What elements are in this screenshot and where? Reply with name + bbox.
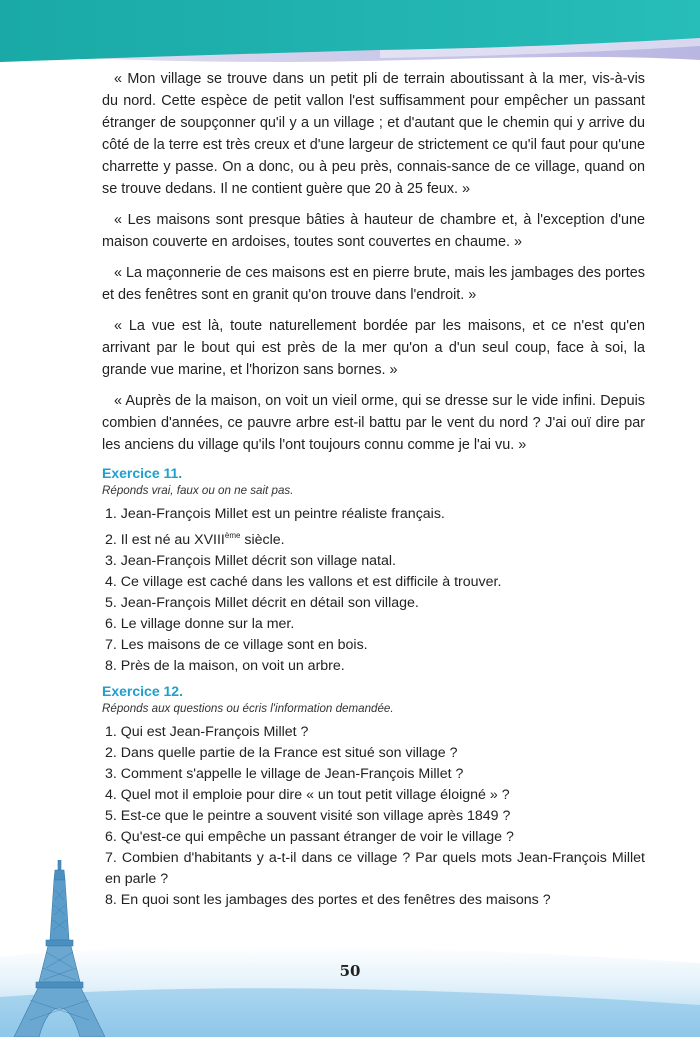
- list-item: 1. Jean-François Millet est un peintre réaliste français.: [105, 506, 445, 522]
- list-item: 4. Ce village est caché dans les vallons et est difficile à trouver.: [105, 574, 502, 590]
- list-item: 7. Les maisons de ce village sont en bois.: [105, 637, 368, 653]
- list-item: 8. Près de la maison, on voit un arbre.: [105, 658, 345, 674]
- list-item: 3. Comment s'appelle le village de Jean-François Millet ?: [105, 766, 464, 782]
- quote-paragraph: « La vue est là, toute naturellement bordée par les maisons, et ce n'est qu'en arrivant par le bout qui est près de la mer qu'on a d'un seul coup, face à soi, la grande vue marine, et l'horizon sans bornes. »: [102, 318, 645, 378]
- exercise-11-instruction: Réponds vrai, faux ou on ne sait pas.: [102, 484, 294, 497]
- exercise-12-title: Exercice 12.: [102, 683, 183, 699]
- exercise-11-list: [102, 504, 645, 677]
- exercise-12-list: [102, 722, 645, 911]
- quote-paragraph: « Mon village se trouve dans un petit pli de terrain aboutissant à la mer, vis-à-vis du nord. Cette espèce de petit vallon l'est suffisamment pour empêcher un passant étranger de soupçonner qu'il y a un village ; et d'autant que le chemin qui y arrive du côté de la terre est très creux et d'une largeur de strictement ce qu'il faut pour qu'une charrette y passe. On a donc, ou à peu près, connais-sance de ce village, quand on se trouve dedans. Il ne contient guère que 20 à 25 feux. »: [102, 71, 645, 197]
- exercise-12-instruction: Réponds aux questions ou écris l'information demandée.: [102, 702, 394, 715]
- list-item: 2. Dans quelle partie de la France est situé son village ?: [105, 745, 458, 761]
- list-item: 6. Qu'est-ce qui empêche un passant étranger de voir le village ?: [105, 829, 514, 845]
- page-content: [102, 68, 645, 915]
- superscript: ème: [224, 531, 241, 540]
- list-item: 8. En quoi sont les jambages des portes et des fenêtres des maisons ?: [105, 892, 551, 908]
- list-item: 4. Quel mot il emploie pour dire « un tout petit village éloigné » ?: [105, 787, 510, 803]
- list-item: 7. Combien d'habitants y a-t-il dans ce village ? Par quels mots Jean-François Millet en parle ?: [105, 850, 645, 887]
- list-item: 5. Jean-François Millet décrit en détail son village.: [105, 595, 419, 611]
- list-item: 1. Qui est Jean-François Millet ?: [105, 724, 309, 740]
- exercise-11-title: Exercice 11.: [102, 465, 183, 481]
- page-number: 50: [339, 962, 361, 980]
- list-item: 3. Jean-François Millet décrit son village natal.: [105, 553, 396, 569]
- list-item: 5. Est-ce que le peintre a souvent visité son village après 1849 ?: [105, 808, 511, 824]
- list-item: [102, 525, 645, 551]
- item-text: siècle.: [240, 532, 285, 548]
- list-item: 6. Le village donne sur la mer.: [105, 616, 295, 632]
- item-text: 2. Il est né au XVIII: [105, 532, 225, 548]
- quote-paragraph: « Auprès de la maison, on voit un vieil orme, qui se dresse sur le vide infini. Depuis combien d'années, ce pauvre arbre est-il battu par le vent du nord ? J'ai ouï dire par les anciens du village qu'ils l'ont toujours connu comme je l'ai vu. »: [102, 393, 645, 453]
- quote-paragraph: « Les maisons sont presque bâties à hauteur de chambre et, à l'exception d'une maison couverte en ardoises, toutes sont couvertes en chaume. »: [102, 212, 645, 250]
- eiffel-tower-icon: [10, 860, 110, 1037]
- quote-paragraph: « La maçonnerie de ces maisons est en pierre brute, mais les jambages des portes et des fenêtres sont en granit qu'on trouve dans l'endroit. »: [102, 265, 645, 303]
